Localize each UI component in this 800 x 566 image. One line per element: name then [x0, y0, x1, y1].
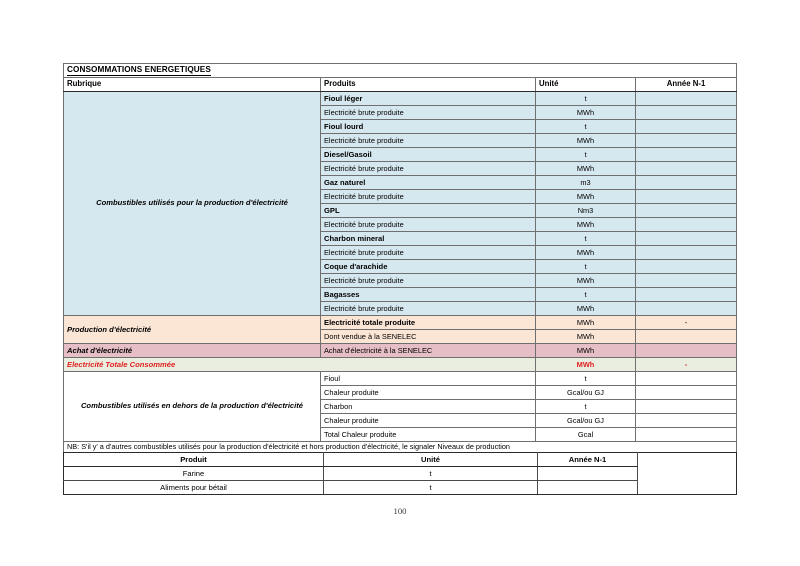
- table-title-cell: [64, 64, 737, 78]
- rubrique-production-electricite: Production d'électricité: [64, 316, 321, 344]
- unit-label: MWh: [536, 246, 636, 260]
- table-title-text: CONSOMMATIONS ENERGETIQUES: [67, 65, 211, 75]
- unit-label: MWh: [536, 218, 636, 232]
- unit-label: MWh: [536, 134, 636, 148]
- header-annee: Année N-1: [636, 78, 737, 92]
- unit-label: MWh: [536, 344, 636, 358]
- year-value: [636, 204, 737, 218]
- product-label: Diesel/Gasoil: [321, 148, 536, 162]
- product-label: Electricité brute produite: [321, 274, 536, 288]
- year-value: [636, 414, 737, 428]
- unit-label: MWh: [536, 316, 636, 330]
- product-label: Electricité brute produite: [321, 106, 536, 120]
- unit-label: t: [536, 232, 636, 246]
- table-title-row: [64, 64, 737, 78]
- year-value: [636, 246, 737, 260]
- unit-label: MWh: [536, 274, 636, 288]
- unit-label: t: [536, 372, 636, 386]
- unit-label: Nm3: [536, 204, 636, 218]
- table-row: [64, 316, 737, 330]
- unit-label: t: [536, 120, 636, 134]
- unit-label: t: [536, 148, 636, 162]
- unit-label: t: [324, 467, 538, 481]
- row-spacer: [638, 481, 737, 495]
- year-value: [538, 467, 638, 481]
- product-label: Electricité brute produite: [321, 302, 536, 316]
- year-value: [636, 218, 737, 232]
- column-header-row: [64, 78, 737, 92]
- product-label: Coque d'arachide: [321, 260, 536, 274]
- year-value: [636, 344, 737, 358]
- unit-label: MWh: [536, 190, 636, 204]
- year-value: [636, 386, 737, 400]
- unit-label: MWh: [536, 330, 636, 344]
- unit-label: m3: [536, 176, 636, 190]
- product-label: Bagasses: [321, 288, 536, 302]
- year-value: [636, 372, 737, 386]
- product-label: Gaz naturel: [321, 176, 536, 190]
- header-spacer: [638, 453, 737, 467]
- label-electricite-totale-consommee: Electricité Totale Consommée: [64, 358, 536, 372]
- production-levels-table: [63, 452, 737, 495]
- production-header-row: [64, 453, 737, 467]
- unit-label: t: [536, 288, 636, 302]
- year-value: [636, 92, 737, 106]
- product-label: Fioul: [321, 372, 536, 386]
- product-label: Charbon: [321, 400, 536, 414]
- product-label: Chaleur produite: [321, 386, 536, 400]
- unit-label: t: [324, 481, 538, 495]
- product-label: GPL: [321, 204, 536, 218]
- note-text: NB: S'il y' a d'autres combustibles utilisés pour la production d'électricité et hors production d'électricité, le signaler Niveaux de production: [67, 442, 510, 451]
- unit-label: MWh: [536, 358, 636, 372]
- product-label: Electricité brute produite: [321, 134, 536, 148]
- rubrique-combustibles-production: Combustibles utilisés pour la production d'électricité: [64, 92, 321, 316]
- product-label: Electricité totale produite: [321, 316, 536, 330]
- product-label: Total Chaleur produite: [321, 428, 536, 442]
- year-value: [636, 400, 737, 414]
- header-produit: Produit: [64, 453, 324, 467]
- product-label: Charbon mineral: [321, 232, 536, 246]
- unit-label: Gcal/ou GJ: [536, 386, 636, 400]
- product-label: Electricité brute produite: [321, 218, 536, 232]
- header-annee: Année N-1: [538, 453, 638, 467]
- product-label: Electricité brute produite: [321, 162, 536, 176]
- row-spacer: [638, 467, 737, 481]
- header-rubrique: Rubrique: [64, 78, 321, 92]
- year-value: [636, 288, 737, 302]
- year-value: [636, 134, 737, 148]
- table-row: [64, 372, 737, 386]
- year-value: [636, 120, 737, 134]
- year-value: [636, 274, 737, 288]
- header-produits: Produits: [321, 78, 536, 92]
- year-value: [636, 190, 737, 204]
- year-value: [636, 148, 737, 162]
- product-label: Farine: [64, 467, 324, 481]
- unit-label: MWh: [536, 106, 636, 120]
- unit-label: Gcal/ou GJ: [536, 414, 636, 428]
- year-value: -: [636, 358, 737, 372]
- unit-label: MWh: [536, 302, 636, 316]
- header-unite: Unité: [324, 453, 538, 467]
- energy-table-body: [64, 64, 737, 466]
- unit-label: t: [536, 92, 636, 106]
- rubrique-achat-electricite: Achat d'électricité: [64, 344, 321, 358]
- product-label: Achat d'électricité à la SENELEC: [321, 344, 536, 358]
- page-number: 100: [393, 506, 407, 516]
- year-value: -: [636, 316, 737, 330]
- year-value: [636, 106, 737, 120]
- product-label: Fioul lourd: [321, 120, 536, 134]
- unit-label: t: [536, 400, 636, 414]
- year-value: [636, 260, 737, 274]
- table-row: [64, 344, 737, 358]
- energy-consumption-table: [63, 63, 737, 466]
- year-value: [636, 232, 737, 246]
- year-value: [636, 428, 737, 442]
- rubrique-combustibles-hors-production: Combustibles utilisés en dehors de la production d'électricité: [64, 372, 321, 442]
- table-row-total-consumed: [64, 358, 737, 372]
- unit-label: Gcal: [536, 428, 636, 442]
- product-label: Electricité brute produite: [321, 190, 536, 204]
- production-levels-body: [64, 453, 737, 495]
- table-row: [64, 92, 737, 106]
- year-value: [636, 162, 737, 176]
- product-label: Dont vendue à la SENELEC: [321, 330, 536, 344]
- year-value: [538, 481, 638, 495]
- year-value: [636, 302, 737, 316]
- year-value: [636, 330, 737, 344]
- unit-label: MWh: [536, 162, 636, 176]
- table-row: [64, 467, 737, 481]
- product-label: Electricité brute produite: [321, 246, 536, 260]
- table-row: [64, 481, 737, 495]
- product-label: Fioul léger: [321, 92, 536, 106]
- unit-label: t: [536, 260, 636, 274]
- year-value: [636, 176, 737, 190]
- product-label: Chaleur produite: [321, 414, 536, 428]
- header-unite: Unité: [536, 78, 636, 92]
- product-label: Aliments pour bétail: [64, 481, 324, 495]
